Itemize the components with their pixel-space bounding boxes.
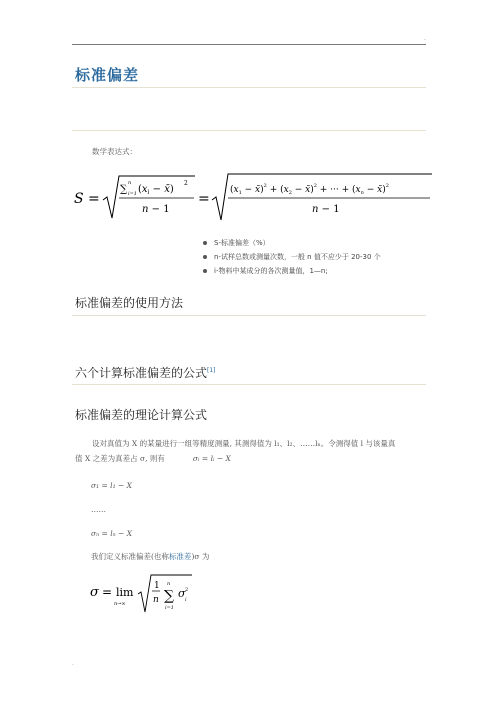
svg-text:(xi − x̄): ($x_i$ − x̄) bbox=[138, 184, 174, 196]
section-heading-six-formulas: 六个计算标准偏差的公式[1] bbox=[75, 366, 216, 380]
inline-equation: σᵢ = lᵢ − X bbox=[192, 454, 231, 463]
std-dev-link[interactable]: 标准差 bbox=[168, 552, 192, 561]
reference-link[interactable]: [1] bbox=[207, 367, 216, 374]
std-dev-formula bbox=[72, 170, 432, 226]
svg-text:=: = bbox=[198, 191, 210, 207]
usage-divider bbox=[72, 315, 426, 316]
theory-paragraph-line2: 值 X 之差为真差占 σ, 则有 σᵢ = lᵢ − X bbox=[75, 454, 231, 463]
svg-text:i: i bbox=[185, 597, 187, 603]
section-heading-usage: 标准偏差的使用方法 bbox=[75, 296, 184, 310]
svg-text:S: S bbox=[74, 191, 84, 207]
svg-text:n: n bbox=[128, 180, 132, 186]
svg-text:=: = bbox=[88, 191, 100, 207]
six-divider bbox=[72, 384, 426, 385]
svg-text:lim: lim bbox=[116, 586, 134, 599]
equation-last: σₙ = lₙ − X bbox=[91, 529, 133, 538]
list-item: S-标准偏差（%） bbox=[200, 236, 381, 250]
svg-text:2: 2 bbox=[185, 587, 189, 593]
svg-text:n: n bbox=[167, 581, 171, 587]
definition-text: 我们定义标准偏差(也称标准差)σ 为 bbox=[91, 552, 210, 561]
header-mark: · bbox=[424, 37, 426, 44]
page-title: 标准偏差 bbox=[75, 66, 140, 84]
svg-text:1: 1 bbox=[154, 581, 160, 591]
math-intro: 数学表达式： bbox=[92, 147, 137, 156]
equation-ellipsis: …… bbox=[91, 505, 106, 514]
svg-text:∑: ∑ bbox=[164, 588, 174, 604]
list-item: i-物料中某成分的各次测量值，1—n; bbox=[200, 264, 381, 278]
svg-text:σ: σ bbox=[90, 585, 99, 600]
svg-text:n − 1: n − 1 bbox=[312, 204, 340, 215]
list-item: n-试样总数或测量次数，一般 n 值不应少于 20-30 个 bbox=[200, 250, 381, 264]
variable-list bbox=[200, 236, 381, 278]
theory-paragraph-line1: 设对真值为 X 的某量进行一组等精度测量, 其测得值为 l₁、l₂、……lₙ。令测得值 l 与该量真 bbox=[92, 439, 396, 448]
svg-text:n→∞: n→∞ bbox=[114, 601, 126, 607]
svg-text:(x1 − x̄)2 + (x2 − x̄)2 + ···: ($x_1$ − x̄)$^2$ + ($x_2$ − x̄)$^2$ + ··· + ($x_n$ − x̄)$^2$ bbox=[230, 183, 389, 196]
footer-mark: · bbox=[72, 662, 74, 669]
svg-text:σ: σ bbox=[178, 587, 186, 600]
svg-text:n: n bbox=[153, 595, 159, 605]
svg-text:i=1: i=1 bbox=[165, 605, 174, 611]
svg-text:n − 1: n − 1 bbox=[142, 204, 170, 215]
section-divider bbox=[72, 130, 426, 131]
section-heading-theory: 标准偏差的理论计算公式 bbox=[75, 408, 208, 422]
equation-first: σ₁ = l₁ − X bbox=[91, 481, 132, 490]
svg-text:2: 2 bbox=[184, 180, 188, 187]
svg-text:i=1: i=1 bbox=[128, 191, 137, 197]
header-rule bbox=[72, 44, 426, 45]
svg-text:=: = bbox=[102, 585, 113, 599]
title-divider bbox=[72, 87, 426, 88]
limit-formula bbox=[88, 572, 218, 616]
svg-text:∑: ∑ bbox=[120, 184, 128, 195]
